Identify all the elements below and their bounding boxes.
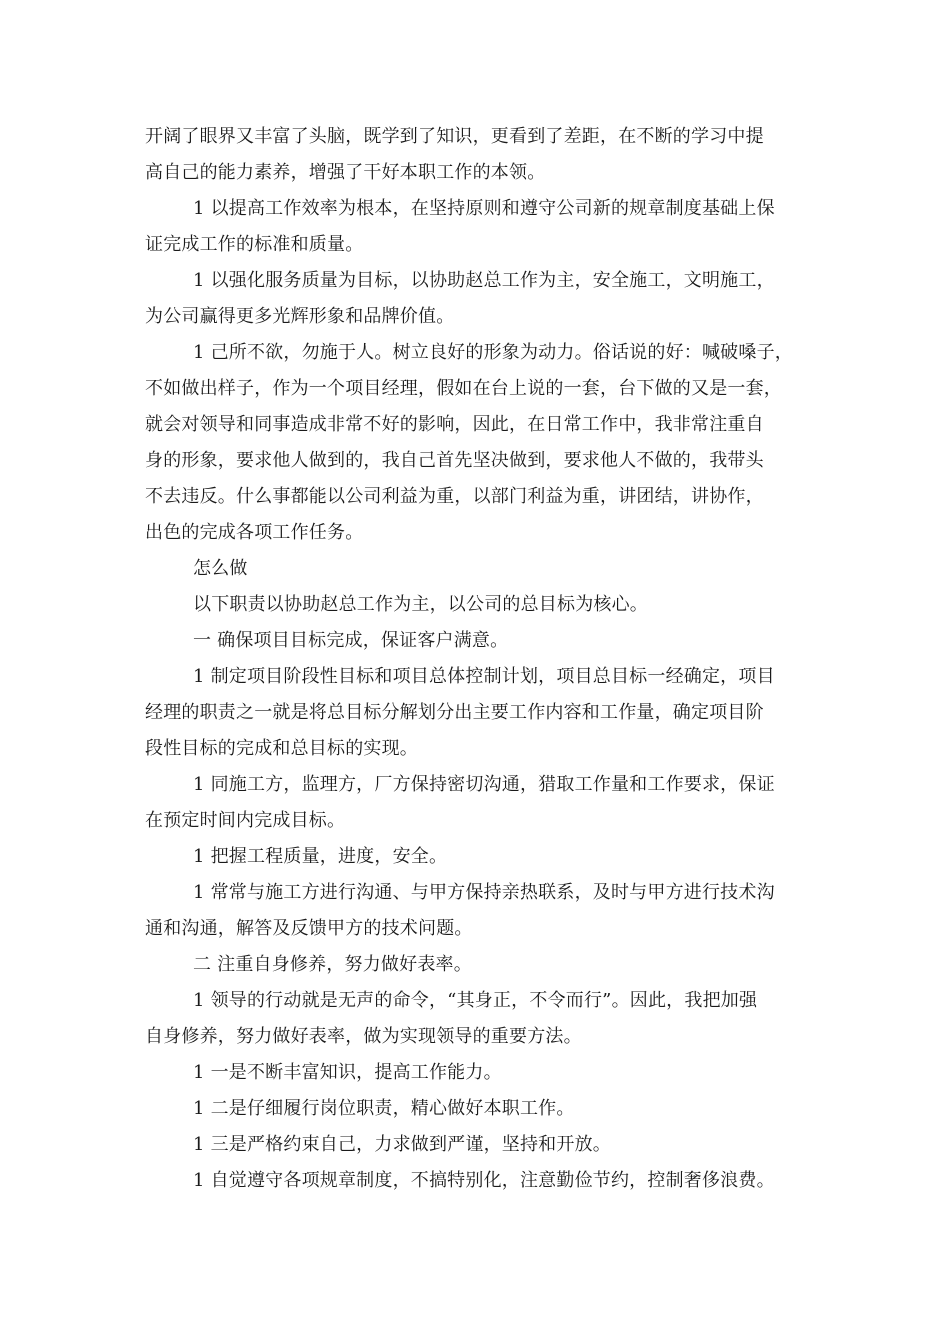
text-line: 就会对领导和同事造成非常不好的影响，因此，在日常工作中，我非常注重自 <box>145 414 764 435</box>
text-line: 高自己的能力素养，增强了干好本职工作的本领。 <box>145 162 546 183</box>
text-line: 1 领导的行动就是无声的命令，“其身正，不令而行”。因此，我把加强 <box>193 990 758 1011</box>
text-line: 经理的职责之一就是将总目标分解划分出主要工作内容和工作量，确定项目阶 <box>145 702 764 723</box>
text-line: 1 二是仔细履行岗位职责，精心做好本职工作。 <box>193 1098 575 1119</box>
text-line: 1 制定项目阶段性目标和项目总体控制计划，项目总目标一经确定，项目 <box>193 666 775 687</box>
text-line: 以下职责以协助赵总工作为主，以公司的总目标为核心。 <box>193 594 648 615</box>
text-line: 在预定时间内完成目标。 <box>145 810 346 831</box>
section-heading: 一 确保项目目标完成，保证客户满意。 <box>193 630 509 651</box>
section-heading: 二 注重自身修养，努力做好表率。 <box>193 954 472 975</box>
text-line: 为公司赢得更多光辉形象和品牌价值。 <box>145 306 455 327</box>
text-line: 1 同施工方，监理方，厂方保持密切沟通，猎取工作量和工作要求，保证 <box>193 774 775 795</box>
text-line: 身的形象，要求他人做到的，我自己首先坚决做到，要求他人不做的，我带头 <box>145 450 764 471</box>
text-line: 自身修养，努力做好表率，做为实现领导的重要方法。 <box>145 1026 582 1047</box>
section-heading: 怎么做 <box>193 558 248 579</box>
text-line: 1 己所不欲，勿施于人。树立良好的形象为动力。俗话说的好：喊破嗓子， <box>193 342 793 363</box>
text-line: 不去违反。什么事都能以公司利益为重，以部门利益为重，讲团结，讲协作， <box>145 486 764 507</box>
text-line: 1 把握工程质量，进度，安全。 <box>193 846 448 867</box>
text-line: 1 常常与施工方进行沟通、与甲方保持亲热联系，及时与甲方进行技术沟 <box>193 882 775 903</box>
text-line: 1 一是不断丰富知识，提高工作能力。 <box>193 1062 502 1083</box>
text-line: 段性目标的完成和总目标的实现。 <box>145 738 418 759</box>
text-line: 不如做出样子，作为一个项目经理，假如在台上说的一套，台下做的又是一套， <box>145 378 782 399</box>
text-line: 1 以提高工作效率为根本，在坚持原则和遵守公司新的规章制度基础上保 <box>193 198 775 219</box>
text-line: 1 三是严格约束自己，力求做到严谨，坚持和开放。 <box>193 1134 611 1155</box>
text-line: 证完成工作的标准和质量。 <box>145 234 364 255</box>
text-line: 通和沟通，解答及反馈甲方的技术问题。 <box>145 918 473 939</box>
text-line: 1 以强化服务质量为目标，以协助赵总工作为主，安全施工，文明施工， <box>193 270 775 291</box>
text-line: 开阔了眼界又丰富了头脑，既学到了知识，更看到了差距，在不断的学习中提 <box>145 126 764 147</box>
text-line: 1 自觉遵守各项规章制度，不搞特别化，注意勤俭节约，控制奢侈浪费。 <box>193 1170 775 1191</box>
text-line: 出色的完成各项工作任务。 <box>145 522 364 543</box>
